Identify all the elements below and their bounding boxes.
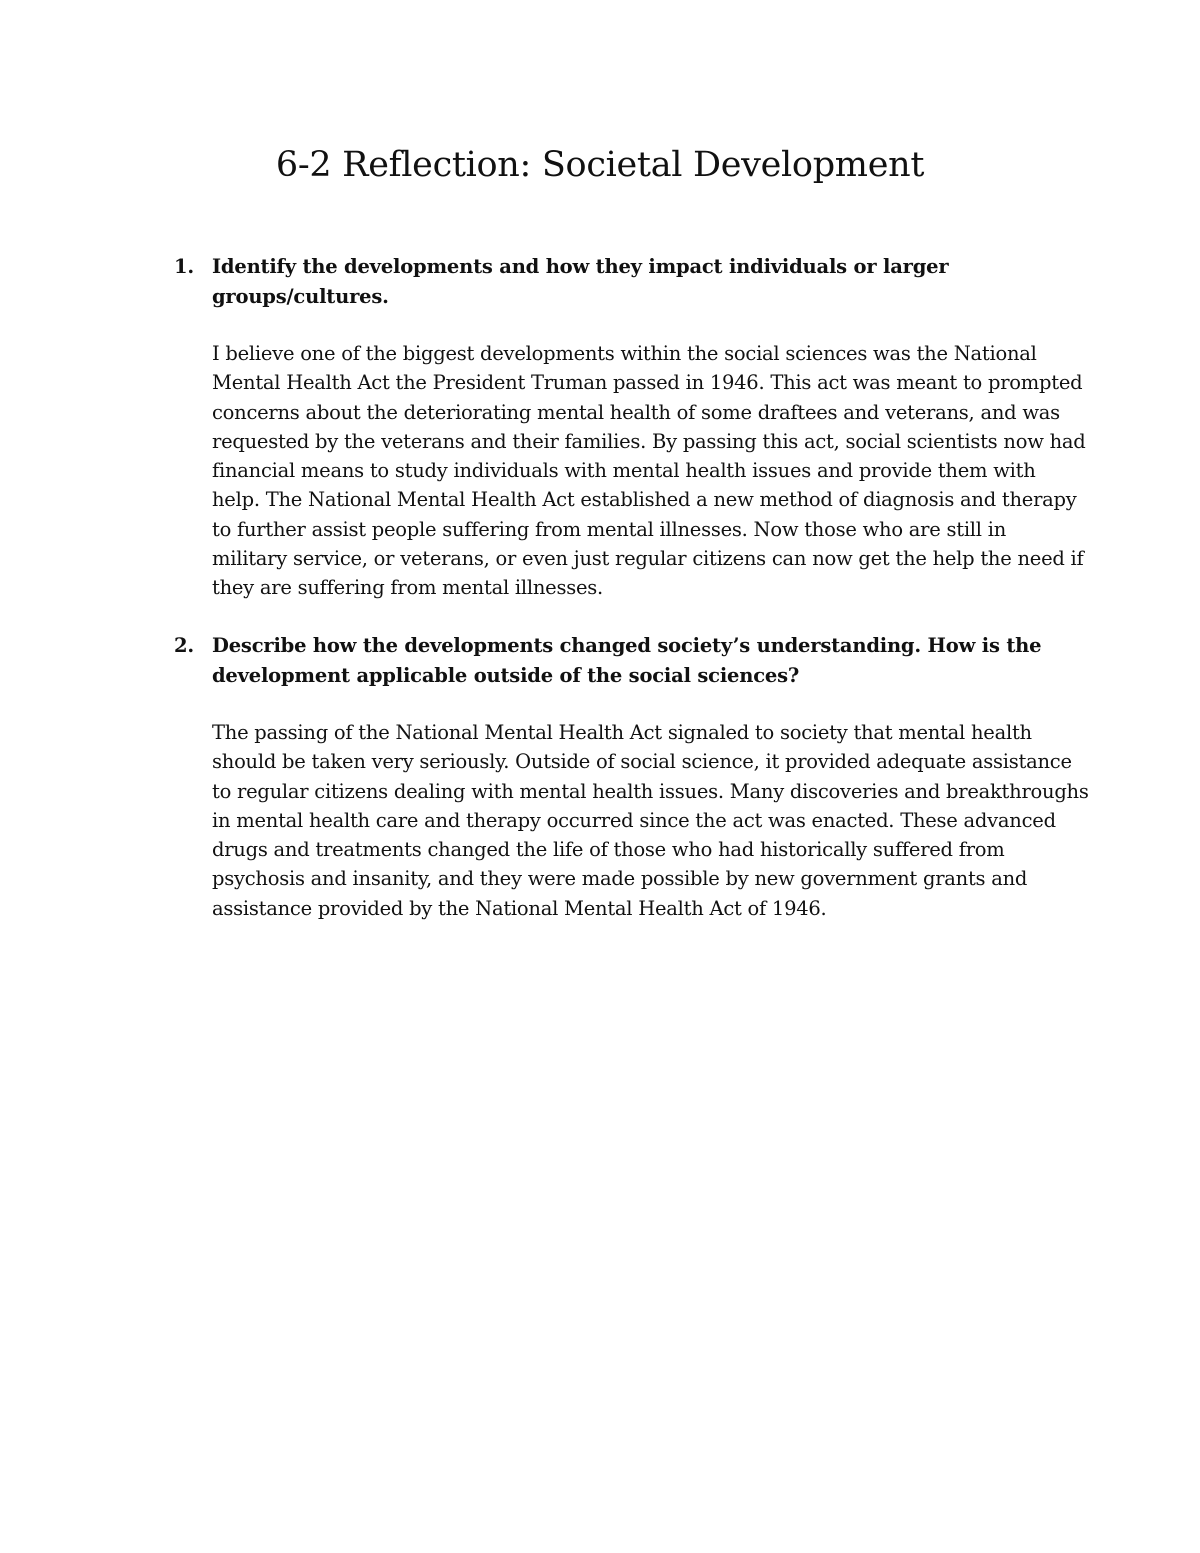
answer-2-line: assistance provided by the National Mental Health Act of 1946. [212,896,827,920]
question-1-answer [212,339,1086,603]
answer-2-line: The passing of the National Mental Health Act signaled to society that mental health [212,721,1032,744]
answer-1-line: military service, or veterans, or even just regular citizens can now get the help the need if [212,547,1084,571]
answer-1-line: financial means to study individuals with mental health issues and provide them with [212,459,1036,483]
question-1-prompt-line: groups/cultures. [212,284,389,308]
answer-1-line: requested by the veterans and their families. By passing this act, social scientists now had [212,429,1086,453]
question-1-prompt [174,252,1072,311]
question-2-prompt-line: Describe how the developments changed society’s understanding. How is the [212,634,1042,657]
answer-2-line: to regular citizens dealing with mental health issues. Many discoveries and breakthroughs [212,779,1089,803]
answer-2-line: drugs and treatments changed the life of those who had historically suffered from [212,838,1005,862]
question-1-number: 1. [174,255,194,278]
question-2-prompt [174,631,1072,690]
answer-1-line: Mental Health Act the President Truman passed in 1946. This act was meant to prompted [212,371,1083,395]
question-1-prompt-line: Identify the developments and how they impact individuals or larger [212,255,949,278]
answer-2-line: psychosis and insanity, and they were made possible by new government grants and [212,867,1028,891]
answer-1-line: concerns about the deteriorating mental health of some draftees and veterans, and was [212,400,1060,424]
document-title: 6-2 Reflection: Societal Development [275,145,925,185]
answer-1-line: help. The National Mental Health Act established a new method of diagnosis and therapy [212,488,1077,512]
answer-1-line: I believe one of the biggest developments within the social sciences was the National [212,342,1037,365]
answer-1-line: to further assist people suffering from mental illnesses. Now those who are still in [212,517,1007,541]
question-2-prompt-line: development applicable outside of the social sciences? [212,663,800,687]
question-2-answer [212,718,1089,923]
answer-1-line: they are suffering from mental illnesses. [212,576,603,600]
answer-2-line: should be taken very seriously. Outside of social science, it provided adequate assistance [212,750,1072,774]
answer-2-line: in mental health care and therapy occurred since the act was enacted. These advanced [212,808,1056,832]
question-2-number: 2. [174,634,194,657]
